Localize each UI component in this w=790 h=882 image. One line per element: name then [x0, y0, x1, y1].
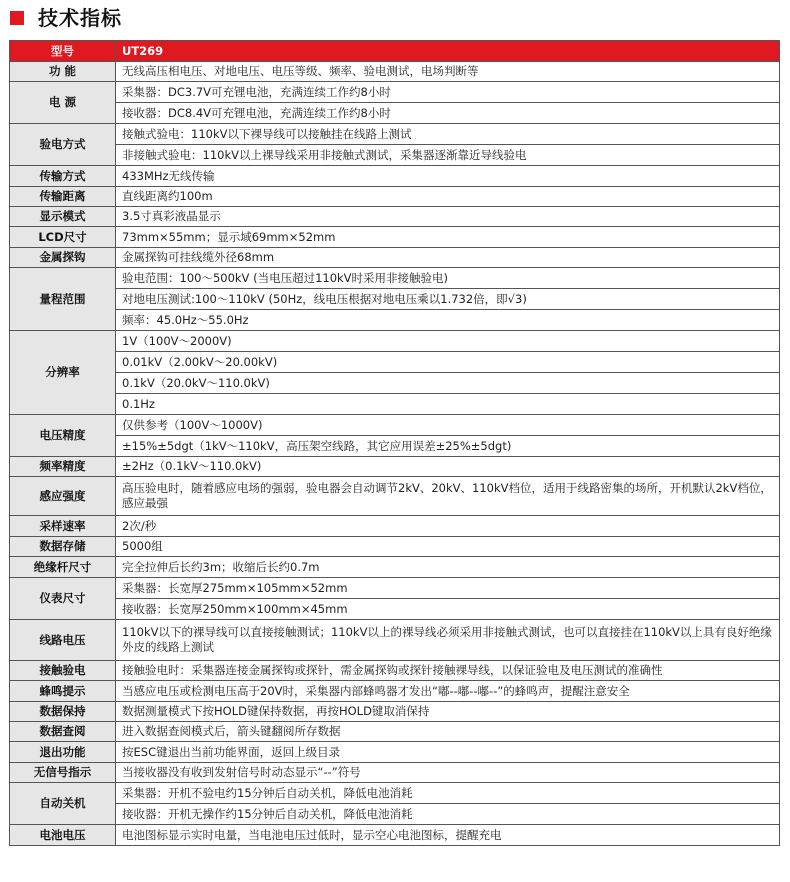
section-header — [0, 0, 790, 36]
spec-label: 电池电压 — [10, 825, 116, 846]
spec-row — [10, 477, 780, 516]
model-header-label: 型号 — [10, 41, 116, 62]
spec-row — [10, 742, 780, 763]
spec-label: 显示模式 — [10, 207, 116, 227]
spec-label: 数据查阅 — [10, 722, 116, 742]
spec-value: 433MHz无线传输 — [116, 166, 780, 187]
spec-body — [10, 62, 780, 846]
spec-label: 电 源 — [10, 82, 116, 124]
spec-value: 接收器：长宽厚250mm×100mm×45mm — [116, 599, 780, 620]
spec-row — [10, 557, 780, 578]
spec-value: 金属探钩可挂线缆外径68mm — [116, 248, 780, 268]
spec-row — [10, 310, 780, 331]
spec-value: 0.01kV（2.00kV～20.00kV) — [116, 352, 780, 373]
spec-label: 数据保持 — [10, 702, 116, 722]
spec-row — [10, 681, 780, 702]
spec-row — [10, 166, 780, 187]
spec-row — [10, 289, 780, 310]
spec-label: 蜂鸣提示 — [10, 681, 116, 702]
spec-value: 接收器：DC8.4V可充锂电池，充满连续工作约8小时 — [116, 103, 780, 124]
spec-header-row — [10, 41, 780, 62]
spec-row — [10, 82, 780, 103]
spec-value: 接触式验电：110kV以下裸导线可以接触挂在线路上测试 — [116, 124, 780, 145]
spec-label: 线路电压 — [10, 620, 116, 661]
spec-label: 自动关机 — [10, 783, 116, 825]
spec-row — [10, 722, 780, 742]
spec-row — [10, 436, 780, 457]
spec-value: 对地电压测试:100～110kV (50Hz，线电压根据对地电压乘以1.732倍，即√3) — [116, 289, 780, 310]
spec-label: 验电方式 — [10, 124, 116, 166]
spec-value: 频率：45.0Hz～55.0Hz — [116, 310, 780, 331]
spec-row — [10, 187, 780, 207]
spec-row — [10, 331, 780, 352]
spec-row — [10, 804, 780, 825]
spec-label: 电压精度 — [10, 415, 116, 457]
spec-row — [10, 145, 780, 166]
spec-row — [10, 268, 780, 289]
spec-label: 金属探钩 — [10, 248, 116, 268]
spec-label: 接触验电 — [10, 661, 116, 681]
spec-value: 电池图标显示实时电量，当电池电压过低时，显示空心电池图标，提醒充电 — [116, 825, 780, 846]
spec-value: 接触验电时：采集器连接金属探钩或探针，需金属探钩或探针接触裸导线，以保证验电及电压测试的准确性 — [116, 661, 780, 681]
spec-row — [10, 248, 780, 268]
spec-label: 频率精度 — [10, 457, 116, 477]
spec-row — [10, 207, 780, 227]
spec-value: 0.1kV（20.0kV～110.0kV) — [116, 373, 780, 394]
spec-value: 1V（100V～2000V) — [116, 331, 780, 352]
spec-value: 仅供参考（100V～1000V) — [116, 415, 780, 436]
section-title: 技术指标 — [38, 6, 122, 30]
spec-row — [10, 457, 780, 477]
spec-value: 按ESC键退出当前功能界面，返回上级目录 — [116, 742, 780, 763]
spec-label: 绝缘杆尺寸 — [10, 557, 116, 578]
spec-value: 完全拉伸后长约3m；收缩后长约0.7m — [116, 557, 780, 578]
spec-row — [10, 783, 780, 804]
spec-label: 传输方式 — [10, 166, 116, 187]
spec-value: 数据测量模式下按HOLD键保持数据，再按HOLD键取消保持 — [116, 702, 780, 722]
spec-row — [10, 415, 780, 436]
spec-row — [10, 124, 780, 145]
spec-value: 当感应电压或检测电压高于20V时，采集器内部蜂鸣器才发出“嘟--嘟--嘟--”的蜂鸣声，提醒注意安全 — [116, 681, 780, 702]
spec-row — [10, 373, 780, 394]
spec-value: 直线距离约100m — [116, 187, 780, 207]
spec-label: 量程范围 — [10, 268, 116, 331]
spec-value: 3.5寸真彩液晶显示 — [116, 207, 780, 227]
spec-label: 仪表尺寸 — [10, 578, 116, 620]
spec-value: 73mm×55mm；显示域69mm×52mm — [116, 227, 780, 248]
spec-label: 采样速率 — [10, 516, 116, 537]
spec-value: 接收器：开机无操作约15分钟后自动关机，降低电池消耗 — [116, 804, 780, 825]
spec-value: 进入数据查阅模式后，箭头键翻阅所存数据 — [116, 722, 780, 742]
spec-value: ±15%±5dgt（1kV～110kV，高压架空线路，其它应用误差±25%±5dgt) — [116, 436, 780, 457]
spec-value: 0.1Hz — [116, 394, 780, 415]
spec-value: 采集器：DC3.7V可充锂电池，充满连续工作约8小时 — [116, 82, 780, 103]
spec-label: 退出功能 — [10, 742, 116, 763]
spec-label: 感应强度 — [10, 477, 116, 516]
spec-row — [10, 516, 780, 537]
spec-row — [10, 599, 780, 620]
spec-value: 当接收器没有收到发射信号时动态显示“--”符号 — [116, 763, 780, 783]
spec-value: 高压验电时，随着感应电场的强弱，验电器会自动调节2kV、20kV、110kV档位，适用于线路密集的场所，开机默认2kV档位，感应最强 — [116, 477, 780, 516]
spec-row — [10, 578, 780, 599]
spec-label: LCD尺寸 — [10, 227, 116, 248]
spec-label: 功 能 — [10, 62, 116, 82]
spec-value: ±2Hz（0.1kV～110.0kV) — [116, 457, 780, 477]
spec-label: 传输距离 — [10, 187, 116, 207]
spec-value: 2次/秒 — [116, 516, 780, 537]
title-marker — [10, 11, 24, 25]
spec-value: 110kV以下的裸导线可以直接接触测试；110kV以上的裸导线必须采用非接触式测试，也可以直接挂在110kV以上具有良好绝缘外皮的线路上测试 — [116, 620, 780, 661]
spec-value: 无线高压相电压、对地电压、电压等级、频率、验电测试，电场判断等 — [116, 62, 780, 82]
spec-row — [10, 103, 780, 124]
spec-row — [10, 62, 780, 82]
spec-label: 数据存储 — [10, 537, 116, 557]
spec-row — [10, 227, 780, 248]
spec-value: 采集器：长宽厚275mm×105mm×52mm — [116, 578, 780, 599]
spec-label: 无信号指示 — [10, 763, 116, 783]
spec-row — [10, 620, 780, 661]
spec-row — [10, 661, 780, 681]
spec-value: 5000组 — [116, 537, 780, 557]
spec-row — [10, 763, 780, 783]
spec-row — [10, 394, 780, 415]
model-header-value: UT269 — [116, 41, 780, 62]
spec-value: 验电范围：100～500kV (当电压超过110kV时采用非接触验电) — [116, 268, 780, 289]
spec-row — [10, 352, 780, 373]
spec-table — [9, 40, 780, 846]
spec-row — [10, 702, 780, 722]
spec-row — [10, 537, 780, 557]
spec-label: 分辨率 — [10, 331, 116, 415]
spec-value: 采集器：开机不验电约15分钟后自动关机，降低电池消耗 — [116, 783, 780, 804]
spec-row — [10, 825, 780, 846]
spec-value: 非接触式验电：110kV以上裸导线采用非接触式测试，采集器逐渐靠近导线验电 — [116, 145, 780, 166]
